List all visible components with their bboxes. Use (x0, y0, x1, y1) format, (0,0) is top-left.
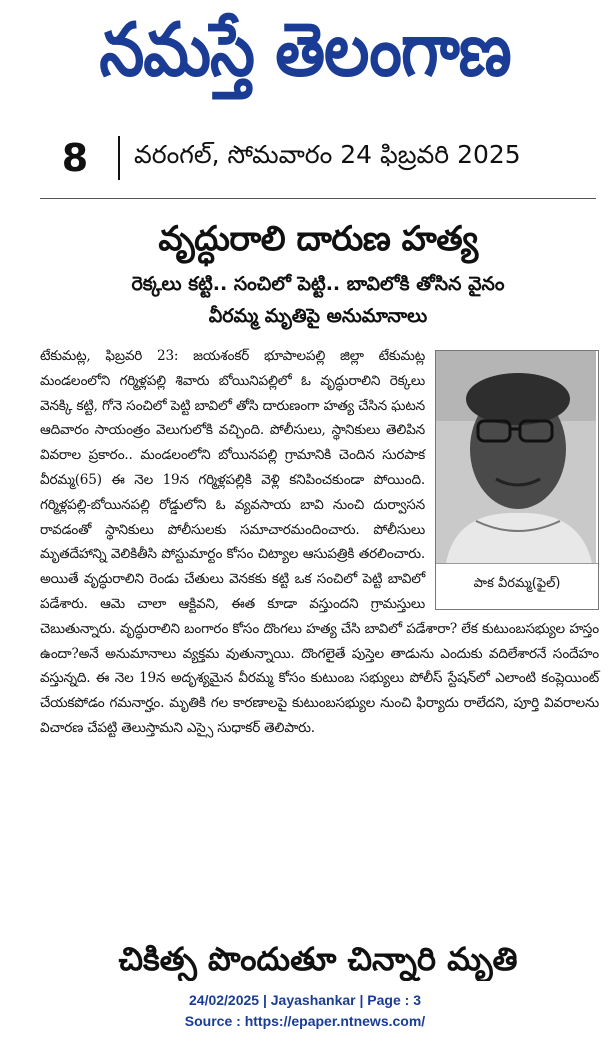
photo-caption: పాక వీరమ్మ(ఫైల్) (436, 563, 598, 608)
next-article-headline: చికిత్స పొందుతూ చిన్నారి మృతి (118, 940, 518, 978)
article-photo (435, 350, 599, 610)
article-subhead-2: వీరమ్మ మృతిపై అనుమానాలు (208, 305, 428, 327)
page-separator (118, 136, 120, 180)
page-header-line (40, 128, 600, 188)
portrait-photo-icon (436, 351, 596, 563)
footer-edition-line: 24/02/2025 | Jayashankar | Page : 3 (189, 992, 421, 1008)
article-headline: వృద్ధురాలి దారుణ హత్య (158, 219, 478, 259)
article-header (40, 210, 596, 332)
article-body (40, 344, 599, 741)
dateline: వరంగల్, సోమవారం 24 ఫిబ్రవరి 2025 (134, 140, 521, 169)
article-body-text: టేకుమట్ల, ఫిబ్రవరి 23: జయశంకర్ భూపాలపల్లి జిల్లా టేకుమట్ల మండలంలోని గర్మిళ్లపల్లి శివారు బోయినిపల్లిలో ఓ వృద్ధురాలిని రెక్కలు వెనక్కి కట్టి, గోనె సంచిలో పెట్టి బావిలో తోసి దారుణంగా హత్య చేసిన ఘటన ఆదివారం సాయంత్రం వెలుగులోకి వచ్చింది. పోలీసులు, స్థానికులు తెలిపిన వివరాల ప్రకారం.. మండలంలోని బోయినపల్లి గ్రామానికి చెందిన సురపాక వీరమ్మ(65) ఈ నెల 19న గర్మిళ్లపల్లికి వెళ్లి కనిపించకుండా పోయింది. గర్మిళ్లపల్లి-బోయినపల్లి రోడ్డులోని ఓ వ్యవసాయ బావి నుంచి దుర్వాసన రావడంతో స్థానికులు పోలీసులకు సమాచారమందించారు. పోలీసులు మృతదేహాన్ని వెలికితీసి పోస్టుమార్టం కోసం చిట్యాల ఆసుపత్రికి తరలించారు. అయితే వృద్ధురాలిని రెండు చేతులు వెనకకు కట్టి ఒక సంచిలో పెట్టి బావిలో పడేశారు. ఆమె చాలా ఆక్టివని, ఈత కూడా వస్తుందని గ్రామస్తులు చెబుతున్నారు. వృద్ధురాలిని బంగారం కోసం దొంగలు హత్య చేసి బావిలో పడేశారా? లేక కుటుంబసభ్యుల హస్తం ఉందా?అనే అనుమానాలు వ్యక్తమ వుతున్నాయి. దొంగలైతే పుస్తెల తాడును ఎందుకు వదిలేశారనే సందేహం వస్తున్నది. ఈ నెల 19న అదృశ్యమైన వీరమ్మ కోసం కుటుంబ సభ్యులు పోలీస్ స్టేషన్‌లో ఎలాంటి కంప్లెయింట్ చేయకపోడం గమనార్హం. మృతికి గల కారణాలపై కుటుంబసభ్యుల నుంచి ఫిర్యాదు రాలేదని, పూర్తి వివరాలను విచారణ చేపట్టి తెలుస్తామని ఎస్సై సుధాకర్ తెలిపారు. (40, 348, 599, 736)
footer-source-link[interactable]: Source : https://epaper.ntnews.com/ (184, 1013, 426, 1029)
newspaper-logo: నమస్తే తెలంగాణ (99, 7, 511, 93)
masthead (0, 0, 610, 118)
epaper-footer (0, 990, 610, 1032)
page-number: 8 (61, 136, 89, 180)
header-rule (40, 198, 596, 199)
article-subhead-1: రెక్కలు కట్టి.. సంచిలో పెట్టి.. బావిలోకి తోసిన వైనం (131, 273, 505, 295)
